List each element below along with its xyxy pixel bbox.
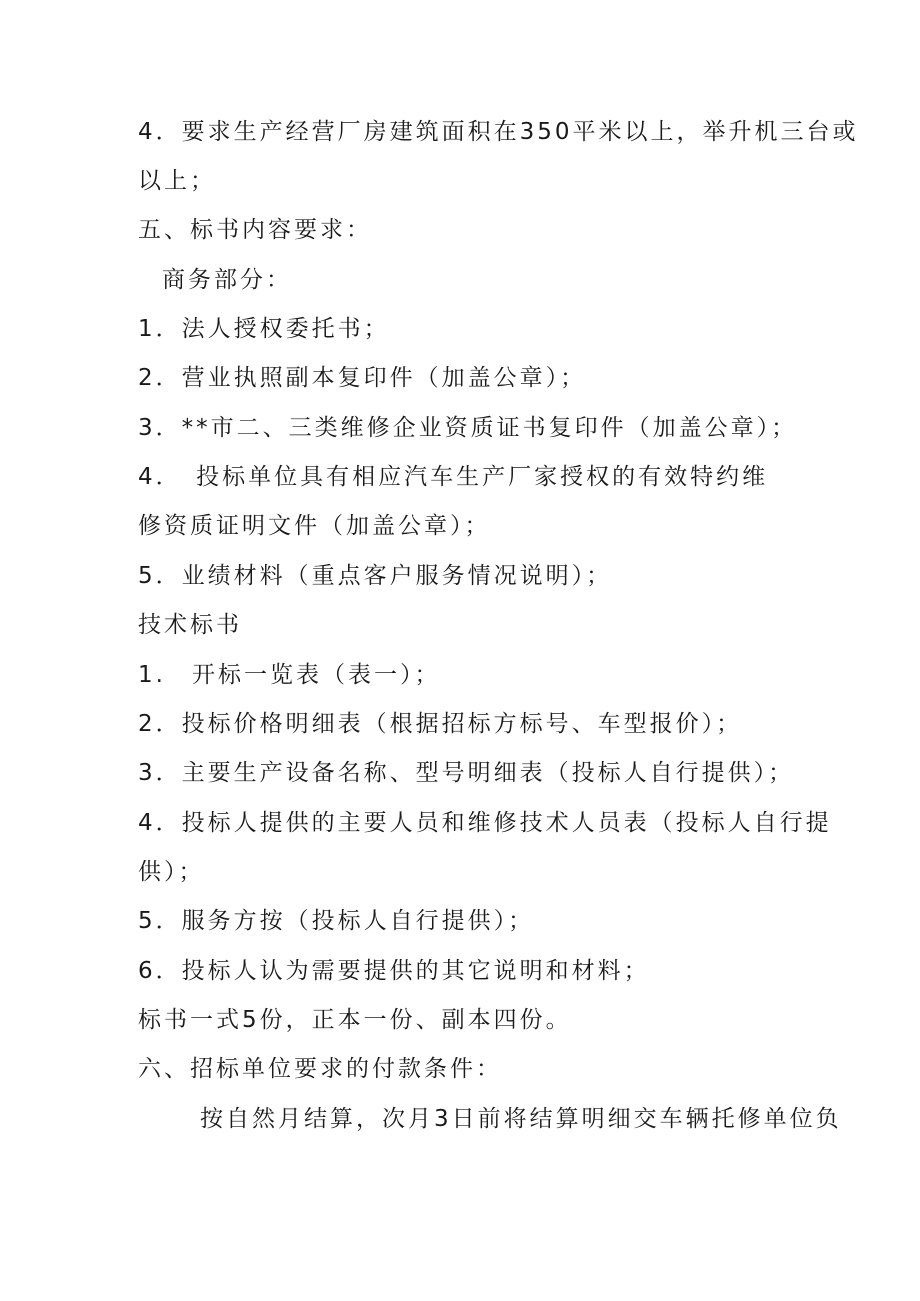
subsection-heading: 技术标书 (138, 612, 242, 638)
text-line: 供）； (138, 859, 205, 885)
text-line: 按自然月结算，次月3日前将结算明细交车辆托修单位负 (200, 1106, 842, 1132)
list-item: 3．主要生产设备名称、型号明细表（投标人自行提供）； (138, 760, 795, 786)
list-item: 4． 投标单位具有相应汽车生产厂家授权的有效特约维 (138, 464, 769, 490)
list-item: 5．业绩材料（重点客户服务情况说明）； (138, 563, 613, 589)
list-item: 6．投标人认为需要提供的其它说明和材料； (138, 958, 650, 984)
list-item: 1．法人授权委托书； (138, 316, 390, 342)
list-item: 1. 开标一览表（表一）； (138, 662, 441, 688)
text-line: 标书一式5份，正本一份、副本四份。 (138, 1007, 572, 1033)
list-item: 5．服务方按（投标人自行提供）； (138, 908, 535, 934)
list-item: 2．投标价格明细表（根据招标方标号、车型报价）； (138, 711, 743, 737)
section-heading: 六、招标单位要求的付款条件： (138, 1056, 502, 1082)
section-heading: 五、标书内容要求： (138, 217, 372, 243)
text-line: 4．要求生产经营厂房建筑面积在350平米以上，举升机三台或 (138, 119, 859, 145)
subsection-heading: 商务部分： (162, 267, 292, 293)
text-line: 修资质证明文件（加盖公章）； (138, 513, 491, 539)
text-line: 以上； (138, 168, 216, 194)
list-item: 2．营业执照副本复印件（加盖公章）； (138, 365, 587, 391)
list-item: 3．**市二、三类维修企业资质证书复印件（加盖公章）； (138, 415, 798, 441)
list-item: 4．投标人提供的主要人员和维修技术人员表（投标人自行提 (138, 810, 832, 836)
